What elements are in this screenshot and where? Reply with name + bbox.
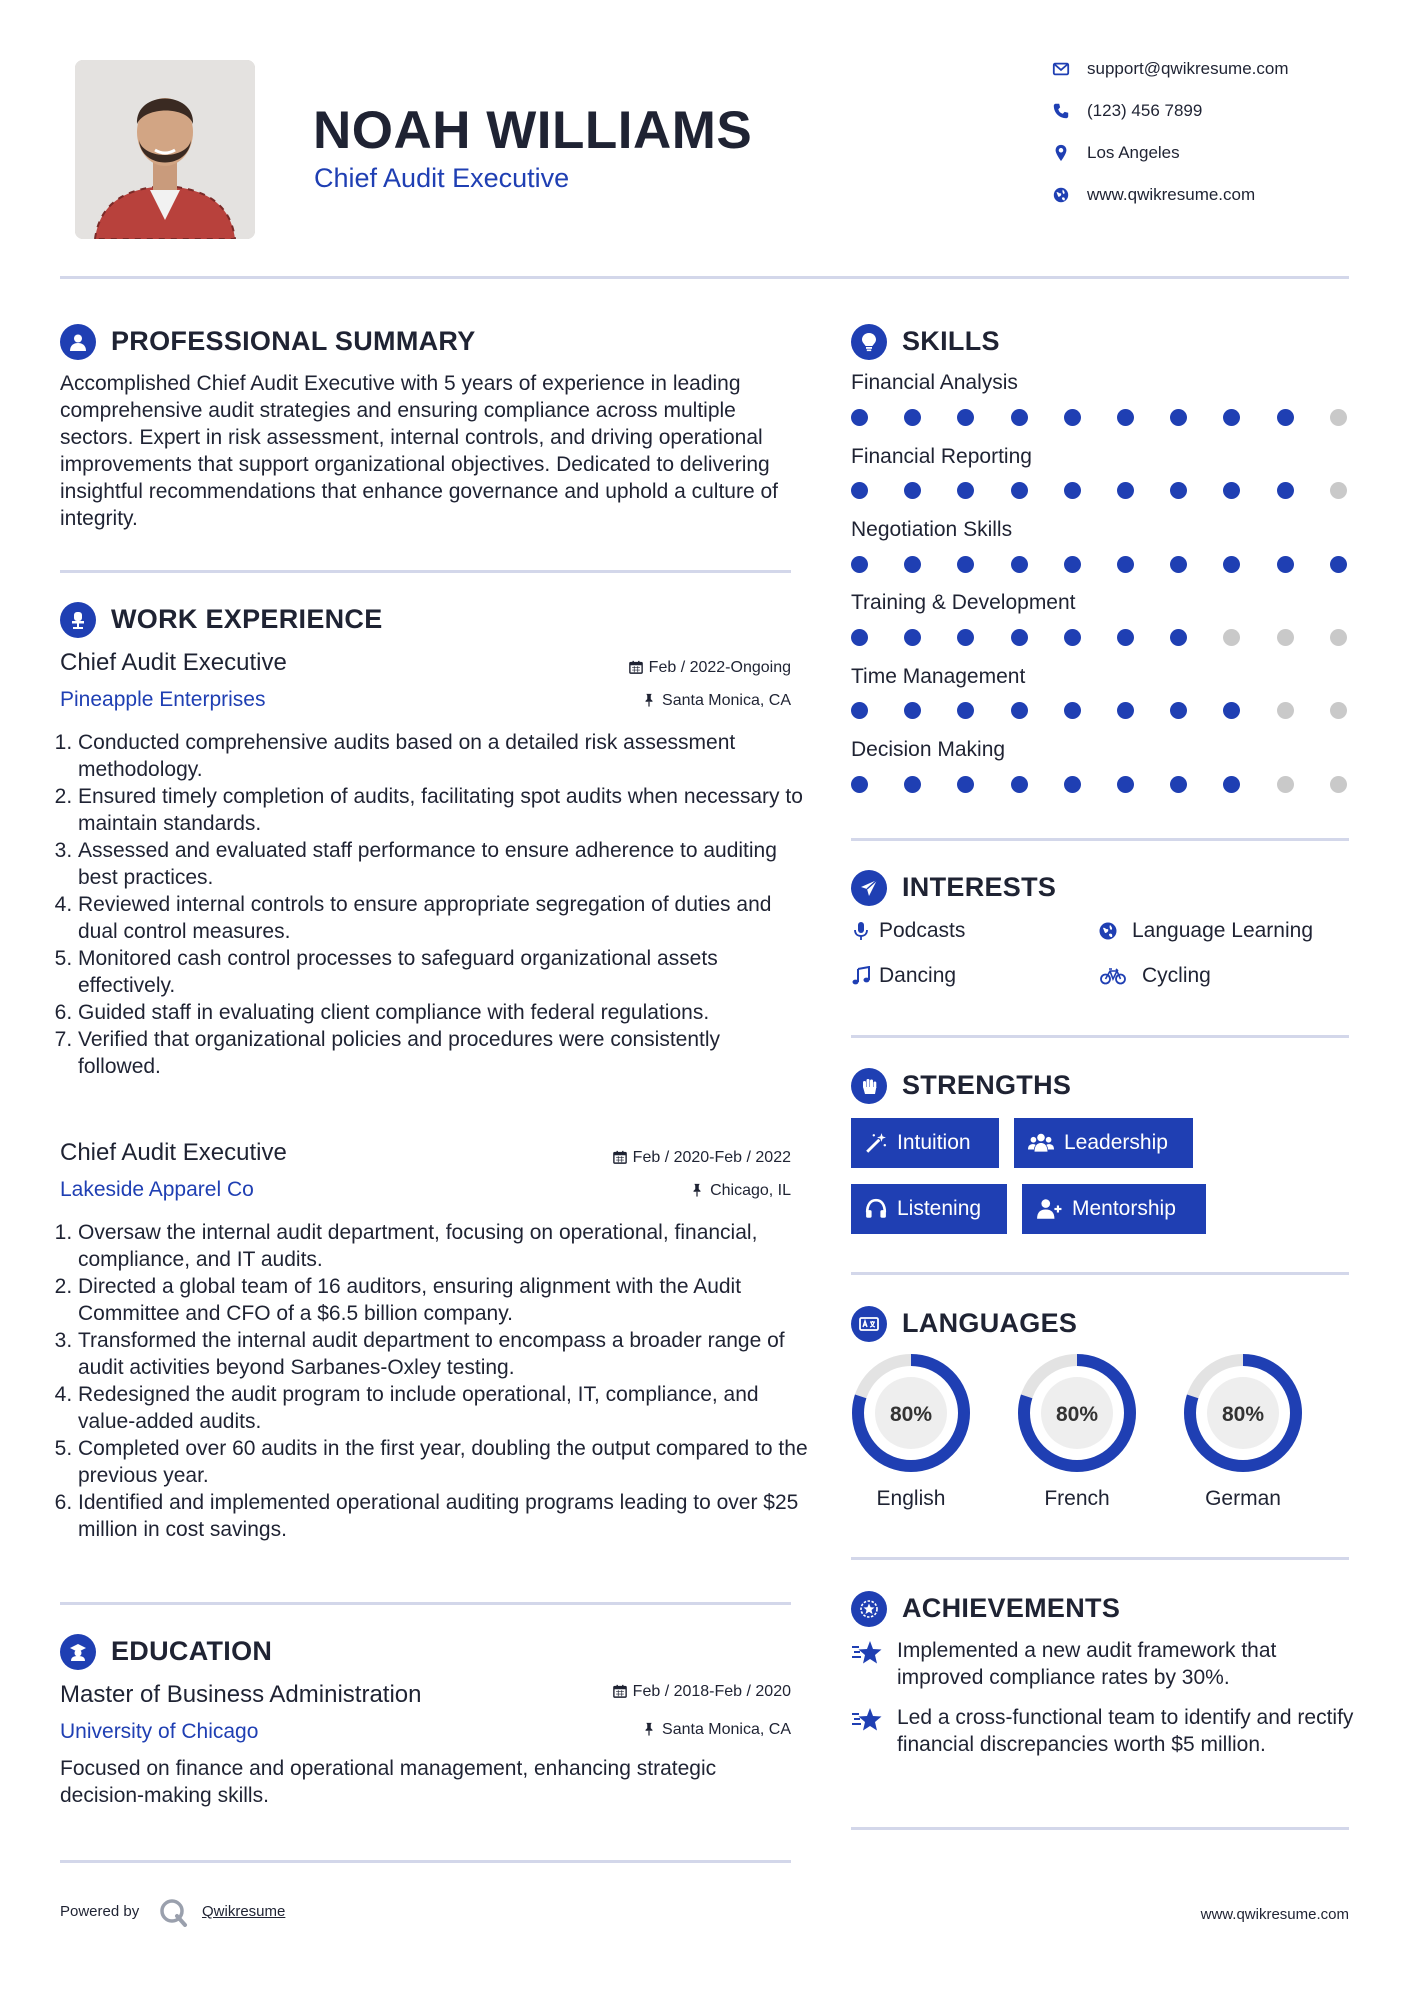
pushpin-icon [642,1722,656,1736]
calendar-icon [613,1150,627,1164]
skill-dot-filled [851,409,868,426]
skill-dot-filled [1117,776,1134,793]
skill-dot-filled [957,702,974,719]
job-2-company: Lakeside Apparel Co [60,1178,254,1201]
job-1-title: Chief Audit Executive [60,649,287,676]
skill-name: Financial Analysis [851,371,1018,394]
skill-name: Decision Making [851,738,1006,761]
education-school: University of Chicago [60,1720,259,1743]
ring-percent-label: 80% [1055,1403,1099,1426]
skill-dot-filled [1117,702,1134,719]
achievements-divider [851,1827,1349,1830]
job-2-location [560,1182,791,1200]
skill-rating [851,556,1351,576]
contact-location-text: Los Angeles [1087,143,1180,162]
award-star-icon [851,1591,887,1627]
job-1-bullet: 3. Assessed and evaluated staff performance to ensure adherence to auditing best practices. [78,837,808,891]
interest-label: Podcasts [879,919,966,942]
achievement-item [851,1637,1351,1697]
skill-dot-filled [1170,556,1187,573]
ring-percent-label: 80% [889,1403,933,1426]
profile-photo [75,60,255,239]
skill-dot-filled [1223,776,1240,793]
section-skills-title: SKILLS [902,326,1000,356]
interest-label: Cycling [1142,964,1211,987]
job-2-bullet: 3. Transformed the internal audit department to encompass a broader range of audit activities beyond Sarbanes-Oxley testing. [78,1327,808,1381]
language-ring [849,1351,973,1475]
achievement-text: Led a cross-functional team to identify and rectify financial discrepancies worth $5 million. [897,1706,1354,1756]
skill-dot-empty [1330,776,1347,793]
skill-dot-empty [1330,702,1347,719]
education-description: Focused on finance and operational management, enhancing strategic decision-making skills. [60,1757,717,1807]
language-ring-chart [1015,1351,1139,1475]
skill-dot-filled [1170,776,1187,793]
users-icon [1028,1132,1054,1154]
job-1-dates [560,659,791,677]
section-work-header [60,600,760,640]
summary-text: Accomplished Chief Audit Executive with 5 years of experience in leading comprehensive audit strategies and ensuring compliance across multiple sectors. Expert in risk assessment, internal controls, and driving operational improvements that support organizational objectives. Dedicated to delivering insightful recommendations that enhance governance and uphold a culture of integrity. [60,372,778,530]
skill-dot-empty [1330,409,1347,426]
skill-dot-filled [1117,409,1134,426]
section-achievements-title: ACHIEVEMENTS [902,1593,1121,1623]
achievement-text: Implemented a new audit framework that improved compliance rates by 30%. [897,1639,1277,1689]
language-name: French [1044,1487,1110,1510]
footer-brand-link[interactable]: Qwikresume [202,1903,286,1920]
skill-dot-filled [1223,702,1240,719]
education-location [560,1721,791,1739]
job-1-bullets [60,729,808,1080]
job-2-bullet: 6. Identified and implemented operational auditing programs leading to over $25 million in cost savings. [78,1489,808,1543]
job-2-bullet: 5. Completed over 60 audits in the first year, doubling the output compared to the previous year. [78,1435,808,1489]
strengths-divider [851,1272,1349,1275]
section-education-title: EDUCATION [111,1636,273,1666]
strength-tag [1022,1184,1206,1234]
skill-dot-filled [851,702,868,719]
section-interests-title: INTERESTS [902,872,1057,902]
lightbulb-icon [851,324,887,360]
skill-dot-filled [1011,482,1028,499]
contact-email-text: support@qwikresume.com [1087,59,1289,78]
section-languages-header [851,1304,1351,1344]
section-summary-header [60,322,760,362]
skill-dot-filled [1170,702,1187,719]
interest-label: Dancing [879,964,957,987]
strength-label: Listening [897,1197,982,1220]
skill-dot-filled [851,776,868,793]
skill-dot-filled [1011,776,1028,793]
skill-dot-filled [1064,556,1081,573]
skill-dot-filled [851,556,868,573]
headphones-icon [865,1198,887,1220]
contact-phone-text: (123) 456 7899 [1087,101,1203,120]
section-languages-title: LANGUAGES [902,1308,1078,1338]
job-1-dates-text: Feb / 2022-Ongoing [648,659,791,676]
skill-dot-empty [1330,629,1347,646]
job-1-bullet: 4. Reviewed internal controls to ensure appropriate segregation of duties and dual control measures. [78,891,808,945]
skill-dot-filled [1223,482,1240,499]
skill-dot-empty [1277,629,1294,646]
skill-name: Financial Reporting [851,445,1032,468]
job-2-bullet: 2. Directed a global team of 16 auditors, ensuring alignment with the Audit Committee and CFO of a $6.5 billion company. [78,1273,808,1327]
skill-dot-filled [904,556,921,573]
skill-dot-filled [1277,409,1294,426]
skill-rating [851,776,1351,796]
job-1-bullet: 2. Ensured timely completion of audits, facilitating spot audits when necessary to maintain standards. [78,783,808,837]
job-2-title: Chief Audit Executive [60,1139,287,1166]
candidate-name: NOAH WILLIAMS [313,101,753,160]
skill-dot-filled [1117,556,1134,573]
language-name: English [876,1487,946,1510]
phone-icon [1052,102,1070,120]
skill-dot-filled [1064,776,1081,793]
interests-divider [851,1035,1349,1038]
skill-rating [851,409,1351,429]
header-divider [60,276,1349,279]
skill-dot-empty [1223,629,1240,646]
qwikresume-logo-icon [158,1897,188,1927]
strength-tag [1014,1118,1193,1168]
job-2-dates-text: Feb / 2020-Feb / 2022 [632,1149,791,1166]
bicycle-icon [1098,966,1128,986]
summary-divider [60,570,791,573]
ring-percent-label: 80% [1221,1403,1265,1426]
interest-label: Language Learning [1132,919,1314,942]
section-education-header [60,1632,760,1672]
skill-dot-filled [1117,482,1134,499]
skill-rating [851,629,1351,649]
language-ring [1015,1351,1139,1475]
skill-dot-filled [904,629,921,646]
section-strengths-title: STRENGTHS [902,1070,1072,1100]
education-degree: Master of Business Administration [60,1681,422,1708]
skill-dot-filled [1277,482,1294,499]
job-2-location-text: Chicago, IL [710,1182,791,1199]
skill-dot-filled [1170,629,1187,646]
skill-rating [851,482,1351,502]
map-pin-icon [1052,144,1070,162]
skill-dot-filled [957,629,974,646]
skill-dot-filled [1170,409,1187,426]
skill-dot-filled [1064,629,1081,646]
education-dates [540,1683,791,1701]
language-ring-chart [849,1351,973,1475]
section-summary-title: PROFESSIONAL SUMMARY [111,326,476,356]
skill-dot-filled [1011,702,1028,719]
skill-rating [851,702,1351,722]
job-1-location [560,692,791,710]
candidate-title: Chief Audit Executive [314,163,570,193]
skill-dot-filled [904,409,921,426]
skill-dot-filled [957,556,974,573]
achievement-item [851,1704,1354,1794]
section-work-title: WORK EXPERIENCE [111,604,383,634]
skill-dot-filled [1011,556,1028,573]
strength-label: Mentorship [1072,1197,1176,1220]
education-divider [60,1860,791,1863]
work-divider [60,1602,791,1605]
skill-dot-filled [957,409,974,426]
section-skills-header [851,322,1351,362]
pushpin-icon [642,693,656,707]
envelope-icon [1052,60,1070,78]
language-ring-chart [1181,1351,1305,1475]
job-1-location-text: Santa Monica, CA [662,692,791,709]
footer-website[interactable]: www.qwikresume.com [1200,1906,1349,1923]
globe-icon [1052,186,1070,204]
skill-dot-filled [1223,409,1240,426]
skill-dot-filled [1223,556,1240,573]
job-1-bullet: 5. Monitored cash control processes to safeguard organizational assets effectively. [78,945,808,999]
raised-fist-icon [851,1068,887,1104]
paper-plane-icon [851,870,887,906]
star-burst-icon [851,1706,883,1732]
skill-name: Time Management [851,665,1026,688]
user-icon [60,324,96,360]
job-1-bullet: 7. Verified that organizational policies and procedures were consistently followed. [78,1026,808,1080]
skill-dot-empty [1277,702,1294,719]
job-1-bullet: 6. Guided staff in evaluating client compliance with federal regulations. [78,999,808,1026]
skill-dot-filled [1064,409,1081,426]
strength-label: Leadership [1064,1131,1168,1154]
strength-tag [851,1184,1007,1234]
calendar-icon [613,1684,627,1698]
job-2-bullet: 4. Redesigned the audit program to include operational, IT, compliance, and value-added audits. [78,1381,808,1435]
skill-dot-filled [1011,629,1028,646]
skill-dot-filled [851,629,868,646]
pushpin-icon [690,1183,704,1197]
section-strengths-header [851,1066,1351,1106]
skill-dot-filled [904,702,921,719]
microphone-icon [851,921,871,941]
skill-dot-filled [1330,556,1347,573]
languages-divider [851,1557,1349,1560]
skill-dot-filled [957,482,974,499]
calendar-icon [629,660,643,674]
language-card-icon [851,1306,887,1342]
skill-name: Negotiation Skills [851,518,1013,541]
briefcase-chair-icon [60,602,96,638]
skill-dot-filled [851,482,868,499]
job-1-bullet: 1. Conducted comprehensive audits based on a detailed risk assessment methodology. [78,729,808,783]
skill-dot-empty [1330,482,1347,499]
section-interests-header [851,868,1351,908]
skill-dot-filled [1170,482,1187,499]
language-ring [1181,1351,1305,1475]
skill-dot-filled [1064,702,1081,719]
job-1-company: Pineapple Enterprises [60,688,266,711]
section-achievements-header [851,1589,1351,1629]
education-location-text: Santa Monica, CA [662,1721,791,1738]
skill-dot-filled [904,482,921,499]
skill-name: Training & Development [851,591,1076,614]
skill-dot-empty [1277,776,1294,793]
profile-photo-image [75,60,255,239]
job-2-bullets [60,1219,808,1543]
user-plus-icon [1036,1198,1062,1220]
skill-dot-filled [957,776,974,793]
job-2-bullet: 1. Oversaw the internal audit department, focusing on operational, financial, compliance, and IT audits. [78,1219,808,1273]
skill-dot-filled [1117,629,1134,646]
music-note-icon [851,966,871,986]
language-name: German [1205,1487,1281,1510]
skills-divider [851,838,1349,841]
strength-tag [851,1118,999,1168]
globe-icon [1098,921,1118,941]
star-burst-icon [851,1639,883,1665]
footer-powered-by: Powered by [60,1903,140,1920]
strength-label: Intuition [897,1131,971,1154]
magic-wand-icon [865,1132,887,1154]
education-dates-text: Feb / 2018-Feb / 2020 [632,1683,791,1700]
skill-dot-filled [904,776,921,793]
skill-dot-filled [1277,556,1294,573]
contact-website-text: www.qwikresume.com [1087,185,1256,204]
skill-dot-filled [1011,409,1028,426]
skill-dot-filled [1064,482,1081,499]
graduate-icon [60,1634,96,1670]
job-2-dates [540,1149,791,1167]
